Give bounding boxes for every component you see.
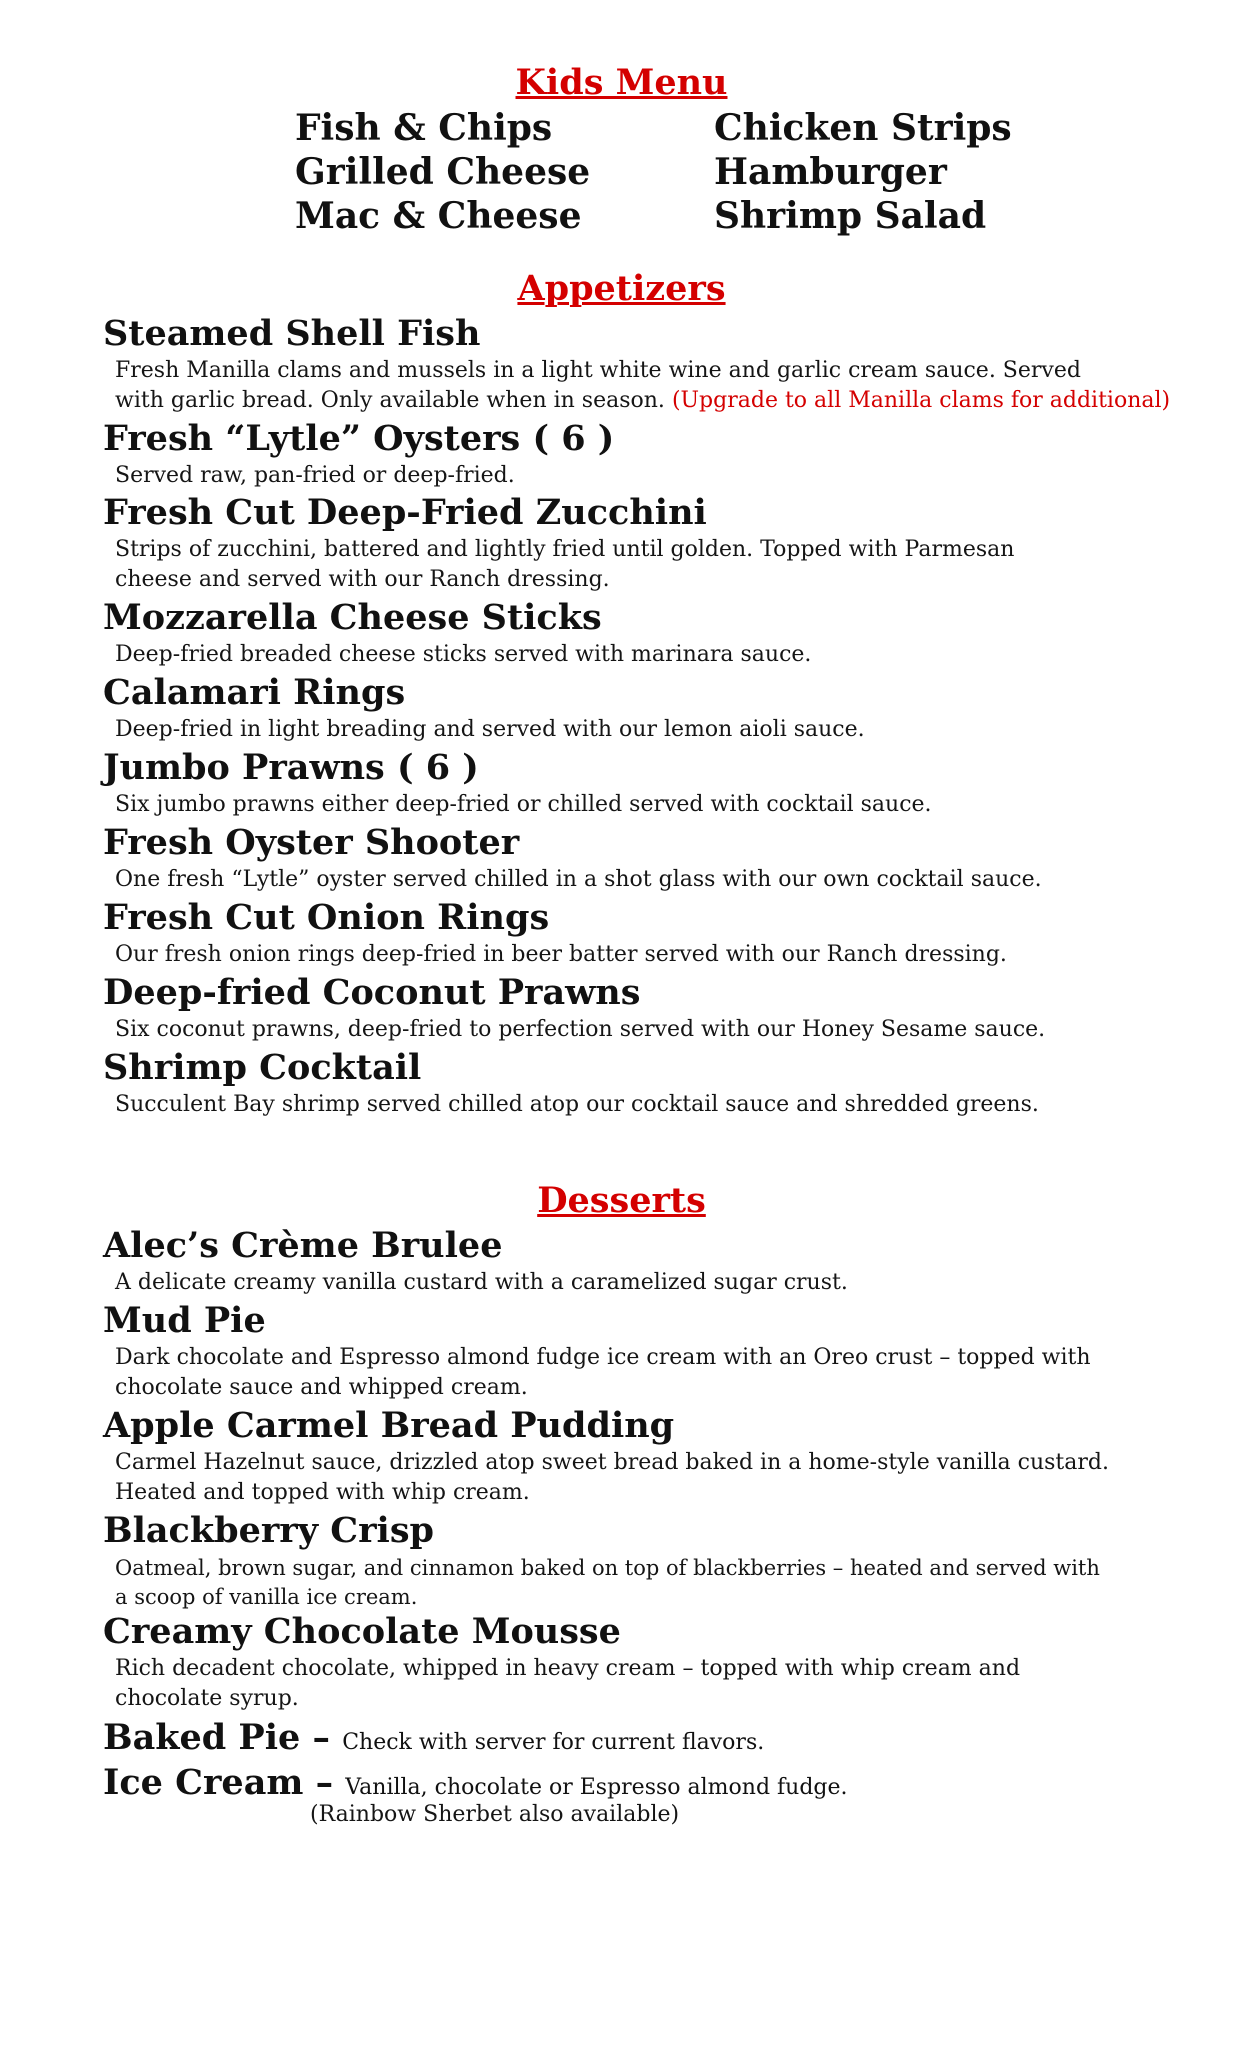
dish-title: Fresh Oyster Shooter: [103, 822, 520, 863]
dish-description: [115, 386, 1170, 416]
ice-cream-title: Ice Cream –: [103, 1762, 334, 1803]
dish-description: chocolate syrup.: [115, 1686, 299, 1711]
dish-description: Heated and topped with whip cream.: [115, 1480, 530, 1505]
dish-title: Fresh “Lytle” Oysters ( 6 ): [103, 418, 615, 459]
dish-description: Oatmeal, brown sugar, and cinnamon baked on top of blackberries – heated and served with: [115, 1556, 1100, 1580]
desserts-heading: Desserts: [537, 1180, 706, 1221]
dish-description: Carmel Hazelnut sauce, drizzled atop sweet bread baked in a home-style vanilla custard.: [115, 1450, 1109, 1475]
dish-title: Steamed Shell Fish: [103, 313, 481, 354]
kids-item: Shrimp Salad: [714, 195, 987, 237]
dish-description: Six coconut prawns, deep-fried to perfection served with our Honey Sesame sauce.: [115, 1017, 1046, 1042]
dish-title: Calamari Rings: [103, 672, 406, 713]
dish-description: Our fresh onion rings deep-fried in beer batter served with our Ranch dressing.: [115, 942, 1007, 967]
dish-description: Strips of zucchini, battered and lightly fried until golden. Topped with Parmesan: [115, 537, 1015, 562]
dish-title: Fresh Cut Deep-Fried Zucchini: [103, 492, 707, 533]
kids-item: Grilled Cheese: [295, 151, 591, 193]
kids-item: Chicken Strips: [714, 107, 1012, 149]
dish-description: Deep-fried in light breading and served with our lemon aioli sauce.: [115, 717, 865, 742]
dish-description: Deep-fried breaded cheese sticks served with marinara sauce.: [115, 642, 812, 667]
kids-item: Mac & Cheese: [295, 195, 582, 237]
upgrade-note: (Upgrade to all Manilla clams for additional): [671, 388, 1171, 413]
dish-description: Dark chocolate and Espresso almond fudge ice cream with an Oreo crust – topped with: [115, 1345, 1091, 1370]
dish-title: Shrimp Cocktail: [103, 1047, 422, 1088]
dish-title: Mozzarella Cheese Sticks: [103, 597, 602, 638]
kids-item: Fish & Chips: [295, 107, 553, 149]
dish-title: Fresh Cut Onion Rings: [103, 897, 550, 938]
dish-description: Served raw, pan-fried or deep-fried.: [115, 463, 515, 488]
appetizers-heading: Appetizers: [517, 268, 726, 309]
ice-cream-description: Vanilla, chocolate or Espresso almond fudge.: [345, 1775, 848, 1800]
dish-title: Jumbo Prawns ( 6 ): [103, 747, 479, 788]
dish-title: Blackberry Crisp: [103, 1510, 435, 1551]
dish-description: Succulent Bay shrimp served chilled atop our cocktail sauce and shredded greens.: [115, 1092, 1039, 1117]
dish-description: Six jumbo prawns either deep-fried or chilled served with cocktail sauce.: [115, 792, 932, 817]
dish-description: Fresh Manilla clams and mussels in a light white wine and garlic cream sauce. Served: [115, 358, 1081, 383]
dish-title: Deep-fried Coconut Prawns: [103, 972, 641, 1013]
dish-description: A delicate creamy vanilla custard with a caramelized sugar crust.: [115, 1270, 848, 1295]
dish-description: Rich decadent chocolate, whipped in heavy cream – topped with whip cream and: [115, 1656, 1021, 1681]
baked-pie-row: [103, 1717, 764, 1764]
kids-menu-heading: Kids Menu: [515, 62, 728, 103]
dish-description: chocolate sauce and whipped cream.: [115, 1375, 528, 1400]
dish-description: cheese and served with our Ranch dressing.: [115, 567, 610, 592]
dish-title: Creamy Chocolate Mousse: [103, 1611, 621, 1652]
dish-title: Apple Carmel Bread Pudding: [103, 1405, 675, 1446]
baked-pie-description: Check with server for current flavors.: [342, 1730, 765, 1755]
dish-description: One fresh “Lytle” oyster served chilled in a shot glass with our own cocktail sauce.: [115, 867, 1042, 892]
dish-title: Alec’s Crème Brulee: [103, 1225, 503, 1266]
kids-item: Hamburger: [714, 151, 947, 193]
baked-pie-title: Baked Pie –: [103, 1717, 331, 1758]
dish-description: a scoop of vanilla ice cream.: [115, 1585, 418, 1609]
dish-description-text: with garlic bread. Only available when in season.: [115, 388, 665, 413]
ice-cream-note: (Rainbow Sherbet also available): [310, 1802, 680, 1827]
dish-title: Mud Pie: [103, 1300, 266, 1341]
